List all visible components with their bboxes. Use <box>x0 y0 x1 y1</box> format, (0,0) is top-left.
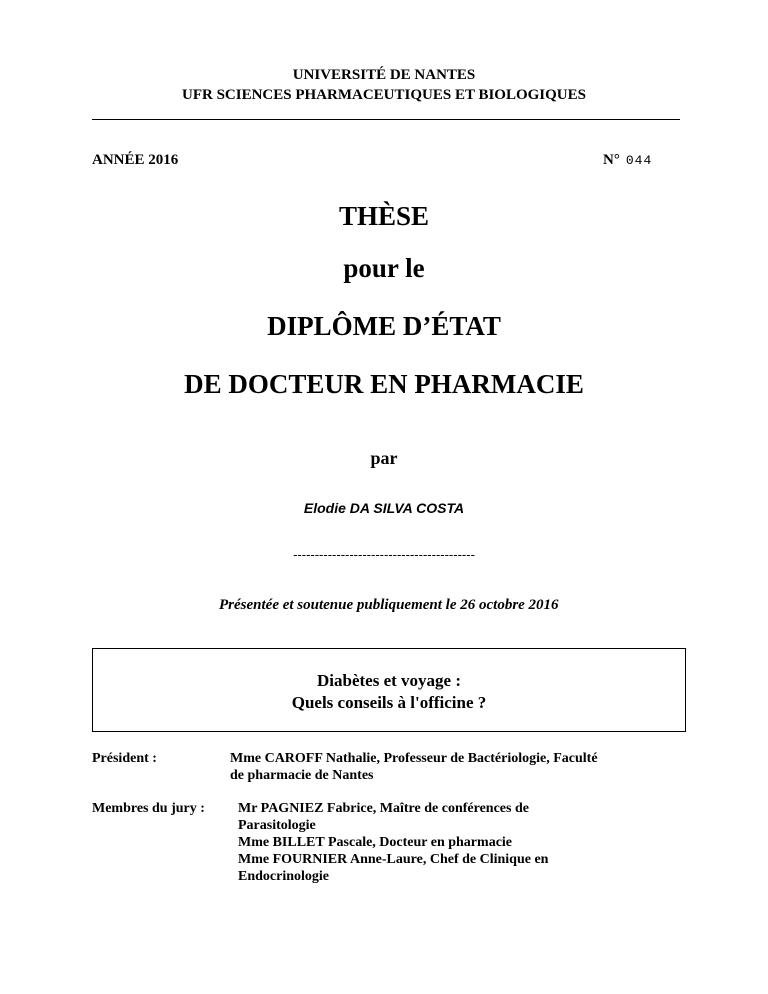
thesis-title-box <box>92 648 686 732</box>
separator: ------------------------------------------ <box>293 547 475 562</box>
title-pour-le: pour le <box>343 253 425 283</box>
jury-member-line: Mme FOURNIER Anne-Laure, Chef de Clinique en <box>238 852 549 867</box>
jury-member-line: Mme BILLET Pascale, Docteur en pharmacie <box>238 835 513 850</box>
year: ANNÉE 2016 <box>92 152 179 168</box>
number-label: N° <box>603 152 620 168</box>
thesis-title-line1: Diabètes et voyage : <box>317 671 461 690</box>
jury-member-line: Endocrinologie <box>238 869 330 884</box>
thesis-title-line2: Quels conseils à l'officine ? <box>291 693 487 712</box>
president-label: Président : <box>92 751 157 766</box>
president-name: Mme CAROFF Nathalie, Professeur de Bactériologie, Faculté <box>230 751 598 766</box>
university-name: UNIVERSITÉ DE NANTES <box>292 67 476 83</box>
faculty-name: UFR SCIENCES PHARMACEUTIQUES ET BIOLOGIQUES <box>182 87 586 103</box>
par-label: par <box>370 448 398 468</box>
jury-member-line: Parasitologie <box>238 818 316 833</box>
presentation-date: Présentée et soutenue publiquement le 26 octobre 2016 <box>219 597 559 613</box>
title-docteur: DE DOCTEUR EN PHARMACIE <box>184 369 584 399</box>
thesis-number <box>603 152 652 169</box>
author-name: Elodie DA SILVA COSTA <box>303 500 465 516</box>
number-value: 044 <box>625 153 653 168</box>
title-diplome: DIPLÔME D’ÉTAT <box>267 311 501 341</box>
jury-member-line: Mr PAGNIEZ Fabrice, Maître de conférences de <box>238 801 529 816</box>
members-label: Membres du jury : <box>92 801 205 816</box>
header-rule <box>92 119 680 120</box>
title-these: THÈSE <box>338 201 430 231</box>
president-affiliation: de pharmacie de Nantes <box>230 768 374 783</box>
